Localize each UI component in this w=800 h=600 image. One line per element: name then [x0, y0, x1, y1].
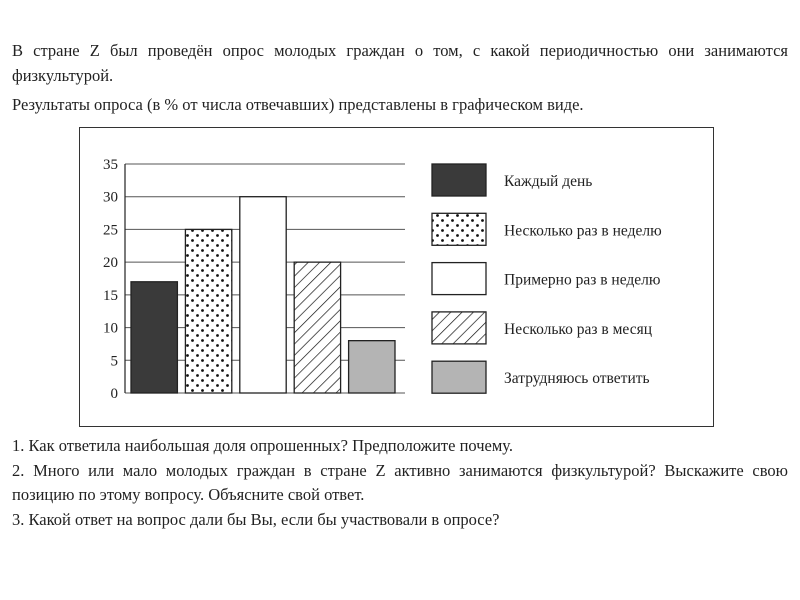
bar	[185, 229, 231, 393]
bar	[131, 282, 177, 393]
question-2: 2. Много или мало молодых граждан в стране Z активно занимаются физкультурой? Выскажите свою позицию по этому вопросу. Объясните свой ответ.	[12, 460, 788, 504]
legend-label: Каждый день	[504, 173, 593, 190]
legend-swatch	[432, 213, 486, 245]
questions-list	[12, 434, 788, 532]
question-1: 1. Как ответила наибольшая доля опрошенных? Предположите почему.	[12, 436, 514, 455]
bar	[349, 341, 395, 393]
legend-swatch	[432, 361, 486, 393]
bar	[294, 262, 340, 393]
legend-swatch	[432, 263, 486, 295]
y-tick-label: 15	[103, 287, 118, 304]
y-tick-label: 35	[103, 157, 118, 173]
legend-swatch	[432, 164, 486, 196]
y-tick-label: 25	[103, 222, 118, 239]
bar-chart	[80, 128, 712, 425]
y-tick-label: 30	[103, 189, 118, 206]
legend-label: Затрудняюсь ответить	[504, 370, 650, 388]
legend-swatch	[432, 312, 486, 344]
intro-text	[12, 38, 788, 117]
legend-label: Несколько раз в неделю	[504, 222, 662, 240]
question-3: 3. Какой ответ на вопрос дали бы Вы, если бы участвовали в опросе?	[12, 509, 500, 529]
intro-paragraph-2: Результаты опроса (в % от числа отвечавших) представлены в графическом виде.	[12, 95, 584, 114]
chart-frame	[79, 127, 714, 427]
y-tick-label: 10	[103, 320, 118, 337]
bar	[240, 197, 286, 393]
y-tick-label: 0	[110, 386, 118, 402]
legend-label: Примерно раз в неделю	[504, 271, 661, 289]
intro-paragraph-1: В стране Z был проведён опрос молодых граждан о том, с какой периодичностью они занимаются физкультурой.	[12, 41, 788, 85]
y-tick-label: 5	[110, 353, 118, 370]
y-tick-label: 20	[103, 255, 118, 272]
legend-label: Несколько раз в месяц	[504, 320, 652, 338]
